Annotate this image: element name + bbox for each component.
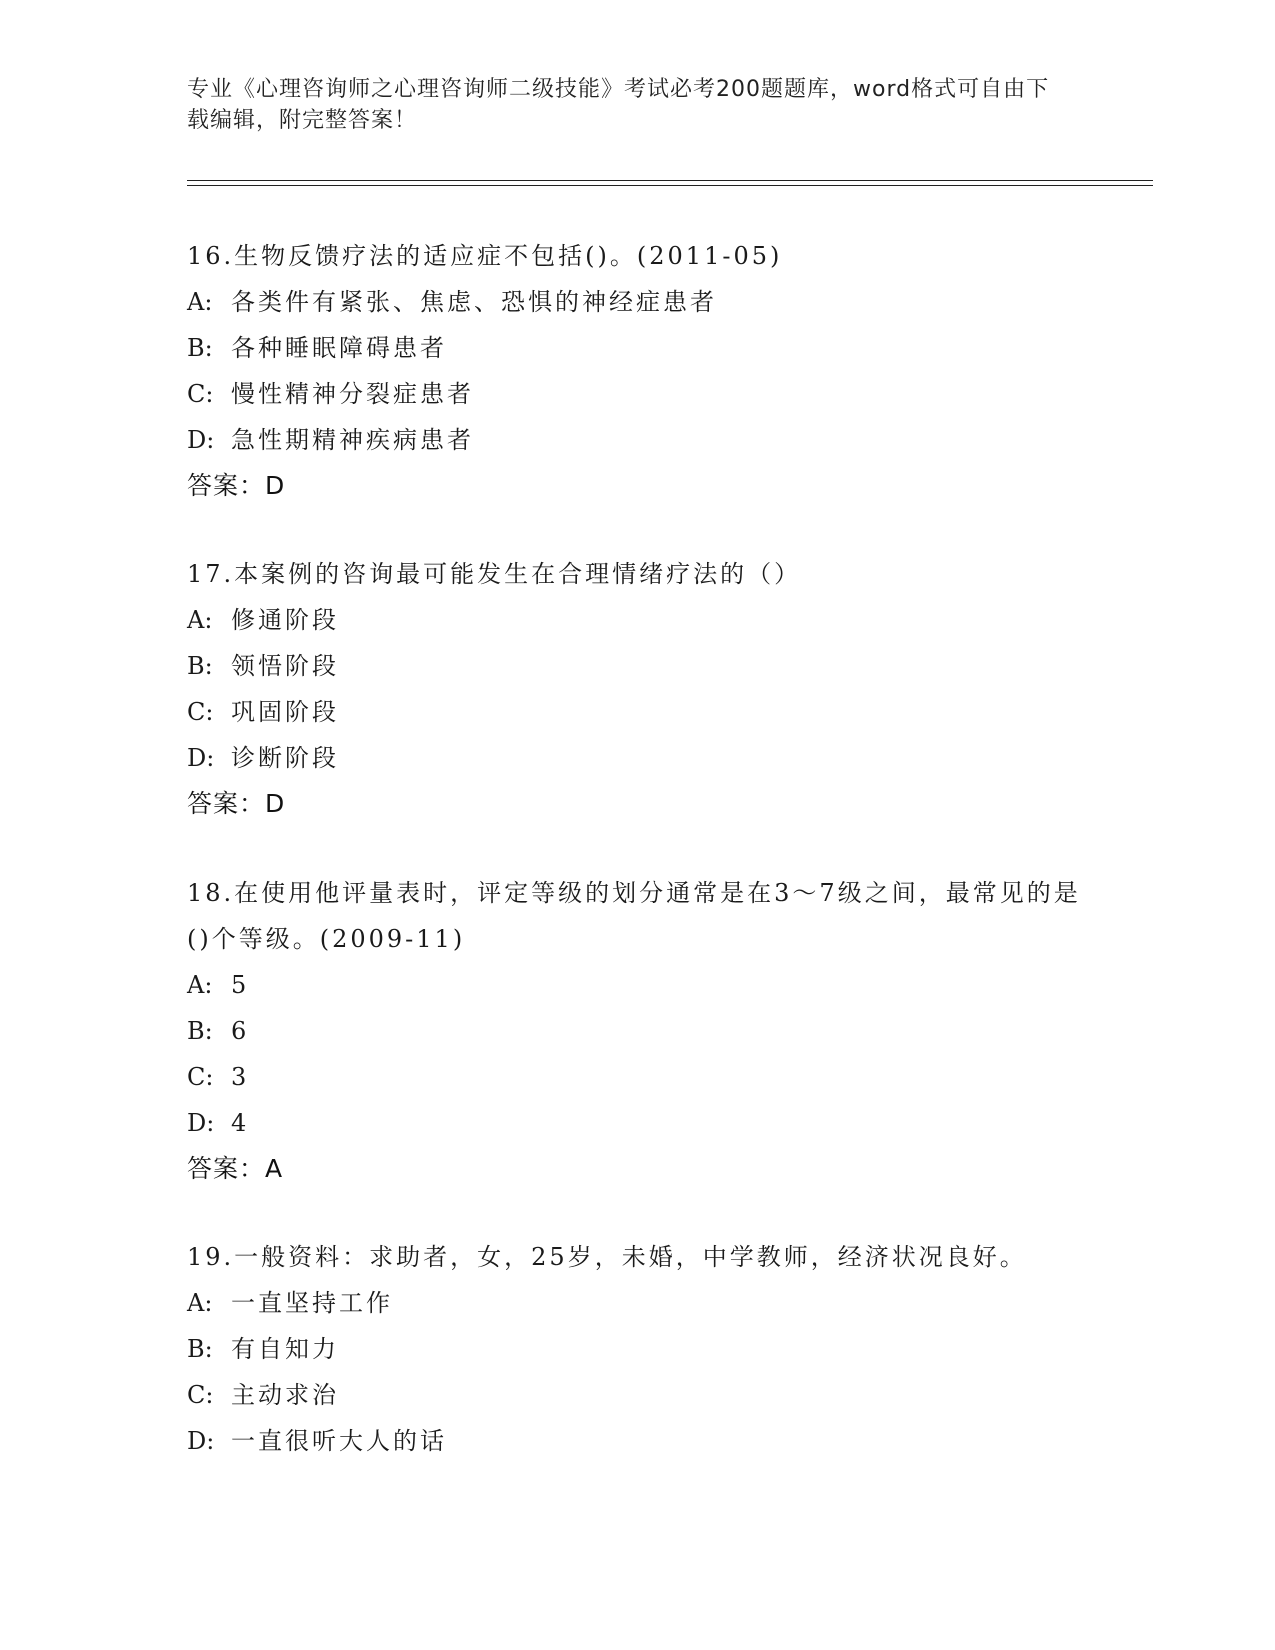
option-b — [187, 1326, 1087, 1372]
option-text: 急性期精神疾病患者 — [231, 426, 474, 454]
answer-line: 答案：A — [187, 1154, 284, 1183]
option-a — [187, 279, 1087, 325]
option-label: B: — [187, 652, 213, 680]
option-d — [187, 417, 1087, 463]
option-label: A: — [187, 288, 213, 316]
option-label: D: — [187, 426, 215, 454]
option-c — [187, 1054, 1087, 1100]
option-b — [187, 325, 1087, 371]
question-17 — [187, 551, 1087, 827]
option-text: 有自知力 — [231, 1335, 339, 1363]
option-text: 6 — [231, 1017, 250, 1045]
question-stem: 16.生物反馈疗法的适应症不包括()。(2011-05) — [187, 242, 783, 270]
option-label: A: — [187, 1289, 213, 1317]
option-label: D: — [187, 1427, 215, 1455]
option-label: D: — [187, 744, 215, 772]
header-divider-bottom — [187, 185, 1153, 186]
option-text: 修通阶段 — [231, 606, 339, 634]
option-a — [187, 1280, 1087, 1326]
option-d — [187, 1418, 1087, 1464]
option-label: C: — [187, 698, 214, 726]
option-c — [187, 689, 1087, 735]
option-d — [187, 735, 1087, 781]
option-a — [187, 962, 1087, 1008]
question-stem: 18.在使用他评量表时，评定等级的划分通常是在3～7级之间，最常见的是()个等级。(2009-11) — [187, 879, 1081, 953]
option-text: 诊断阶段 — [231, 744, 339, 772]
option-label: B: — [187, 1017, 213, 1045]
option-text: 主动求治 — [231, 1381, 339, 1409]
question-18 — [187, 870, 1087, 1192]
option-text: 一直很听大人的话 — [231, 1427, 447, 1455]
question-19 — [187, 1234, 1087, 1464]
document-header: 专业《心理咨询师之心理咨询师二级技能》考试必考200题题库，word格式可自由下载编辑，附完整答案！ — [187, 77, 1050, 133]
question-stem: 19.一般资料：求助者，女，25岁，未婚，中学教师，经济状况良好。 — [187, 1243, 1027, 1271]
option-d — [187, 1100, 1087, 1146]
option-label: C: — [187, 1063, 214, 1091]
option-a — [187, 597, 1087, 643]
option-c — [187, 1372, 1087, 1418]
answer-line: 答案：D — [187, 789, 286, 818]
option-c — [187, 371, 1087, 417]
option-text: 巩固阶段 — [231, 698, 339, 726]
answer-line: 答案：D — [187, 471, 286, 500]
header-divider-top — [187, 180, 1153, 181]
option-text: 3 — [231, 1063, 250, 1091]
option-text: 各种睡眠障碍患者 — [231, 334, 447, 362]
option-text: 慢性精神分裂症患者 — [231, 380, 474, 408]
question-stem: 17.本案例的咨询最可能发生在合理情绪疗法的（） — [187, 560, 802, 588]
option-text: 5 — [231, 971, 250, 999]
option-label: B: — [187, 1335, 213, 1363]
question-16 — [187, 233, 1087, 509]
option-label: B: — [187, 334, 213, 362]
option-label: A: — [187, 606, 213, 634]
option-text: 各类件有紧张、焦虑、恐惧的神经症患者 — [231, 288, 717, 316]
option-label: D: — [187, 1109, 215, 1137]
option-text: 一直坚持工作 — [231, 1289, 393, 1317]
option-label: C: — [187, 380, 214, 408]
option-b — [187, 643, 1087, 689]
option-label: C: — [187, 1381, 214, 1409]
option-text: 领悟阶段 — [231, 652, 339, 680]
option-label: A: — [187, 971, 213, 999]
option-b — [187, 1008, 1087, 1054]
option-text: 4 — [231, 1109, 250, 1137]
